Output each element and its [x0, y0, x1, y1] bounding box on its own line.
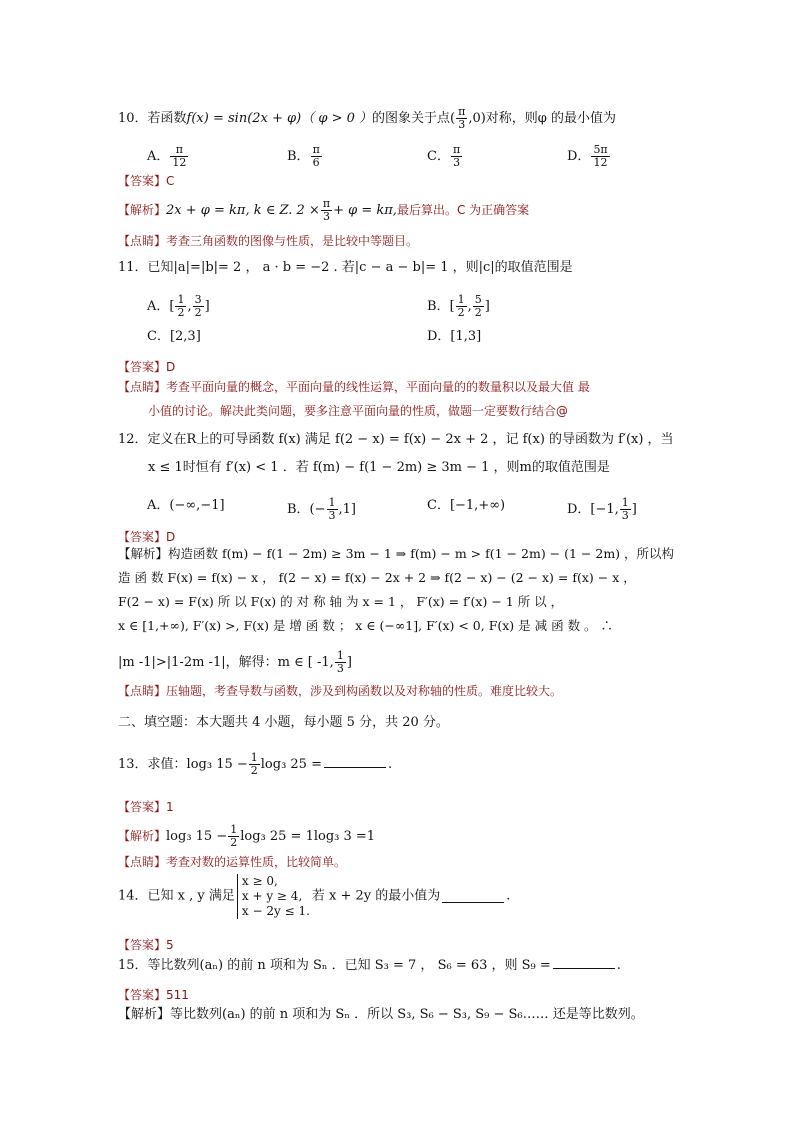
- option-d: D．[1,3]: [427, 329, 482, 344]
- q10-note: 【点睛】考查三角函数的图像与性质，是比较中等题目。: [118, 234, 419, 248]
- q13-stem: 13．求值：log₃ 15 − $\frac{1}{2}$ log₃ 25 = .: [118, 751, 393, 777]
- q12-note: 【点睛】压轴题，考查导数与函数，涉及到构函数以及对称轴的性质。难度比较大。: [118, 684, 563, 698]
- q12-stem-line2: x ≤ 1时恒有 f′(x) < 1 ．若 f(m) − f(1 − 2m) ≥ 3m − 1 ，则m的取值范围是: [148, 460, 610, 475]
- inequality-system: x ≥ 0, x + y ≥ 4, x − 2y ≤ 1.: [237, 874, 310, 919]
- q11-answer: 【答案】D: [118, 360, 176, 374]
- q12-answer: 【答案】D: [118, 530, 176, 544]
- q13-note: 【点睛】考查对数的运算性质，比较简单。: [118, 855, 347, 869]
- option-c: C．[−1,+∞): [427, 498, 506, 513]
- option-c: C． $\frac{\pi}{3}$: [427, 143, 461, 169]
- option-d: D． $\frac{5\pi}{12}$: [567, 143, 608, 169]
- q12-analysis-line1: 【解析】构造函数 f(m) − f(1 − 2m) ≥ 3m − 1 ⇒ f(m) − m > f(1 − 2m) − (1 − 2m) ，所以构: [118, 546, 675, 561]
- option-b: B．(− $\frac{1}{3}$ ,1]: [287, 496, 357, 522]
- q15-stem: 15．等比数列(aₙ) 的前 n 项和为 Sₙ ．已知 S₃ = 7 ， S₆ = 63 ，则 S₉ = .: [118, 958, 621, 973]
- q13-answer: 【答案】1: [118, 800, 174, 814]
- q10-stem: 10．若函数f(x) = sin(2x + φ)（ φ > 0 ）的图象关于点( $\frac{\pi}{3}$ ,0)对称，则φ 的最小值为: [118, 105, 617, 131]
- option-a: A．(−∞,−1]: [147, 498, 225, 513]
- q12-analysis-line5: |m -1|>|1-2m -1|，解得：m ∈ [ -1, $\frac{1}{3}$ ]: [118, 649, 352, 675]
- q10-answer: 【答案】C: [118, 174, 175, 188]
- option-a: A． $\frac{\pi}{12}$: [147, 143, 187, 169]
- option-d: D．[−1, $\frac{1}{3}$ ]: [567, 496, 637, 522]
- answer-blank[interactable]: [442, 890, 504, 903]
- q11-note-line1: 【点睛】考查平面向量的概念，平面向量的线性运算，平面向量的的数量积以及最大值 最: [118, 380, 590, 394]
- fraction: $\frac{\pi}{3}$: [458, 105, 466, 131]
- option-b: B．[ $\frac{1}{2}$ , $\frac{5}{2}$ ]: [427, 293, 490, 319]
- q12-stem-line1: 12．定义在R上的可导函数 f(x) 满足 f(2 − x) = f(x) − 2x + 2 ，记 f(x) 的导函数为 f′(x) ，当: [118, 432, 674, 447]
- option-c: C．[2,3]: [147, 329, 201, 344]
- q14-stem: 14．已知 x , y 满足 x ≥ 0, x + y ≥ 4, x − 2y ≤ 1. 若 x + 2y 的最小值为 .: [118, 874, 511, 918]
- q10-analysis: 【解析】2x + φ = kπ, k ∈ Z. 2 × $\frac{\pi}{3}$ + φ = kπ,最后算出。C 为正确答案: [118, 197, 530, 223]
- section-heading: 二、填空题：本大题共 4 小题，每小题 5 分，共 20 分。: [118, 715, 449, 730]
- q12-analysis-line2: 造 函 数 F(x) = f(x) − x ， f(2 − x) = f(x) − 2x + 2 ⇒ f(2 − x) − (2 − x) = f(x) − x ，: [118, 570, 636, 585]
- q13-analysis: 【解析】log₃ 15 − $\frac{1}{2}$ log₃ 25 = 1log₃ 3 =1: [118, 823, 376, 849]
- q14-answer: 【答案】5: [118, 938, 174, 952]
- option-a: A．[ $\frac{1}{2}$ , $\frac{3}{2}$ ]: [147, 293, 210, 319]
- q11-note-line2: 小值的讨论。解决此类问题，要多注意平面向量的性质，做题一定要数行结合@: [148, 404, 569, 418]
- answer-blank[interactable]: [324, 755, 386, 768]
- q11-stem: 11．已知|a|=|b|= 2 ， a · b = −2 . 若|c − a − b|= 1 ，则|c|的取值范围是: [118, 260, 573, 275]
- q12-analysis-line4: x ∈ [1,+∞), F′(x) >, F(x) 是 增 函 数 ； x ∈ (−∞1], F′(x) < 0, F(x) 是 减 函 数 。 ∴: [118, 618, 614, 633]
- answer-blank[interactable]: [553, 956, 615, 969]
- q15-answer: 【答案】511: [118, 988, 189, 1002]
- option-b: B． $\frac{\pi}{6}$: [287, 143, 320, 169]
- q15-analysis: 【解析】等比数列(aₙ) 的前 n 项和为 Sₙ ．所以 S₃, S₆ − S₃, S₉ − S₆…… 还是等比数列。: [118, 1007, 644, 1022]
- q12-analysis-line3: F(2 − x) = F(x) 所 以 F(x) 的 对 称 轴 为 x = 1 ， F′(x) = f′(x) − 1 所 以 ，: [118, 594, 564, 609]
